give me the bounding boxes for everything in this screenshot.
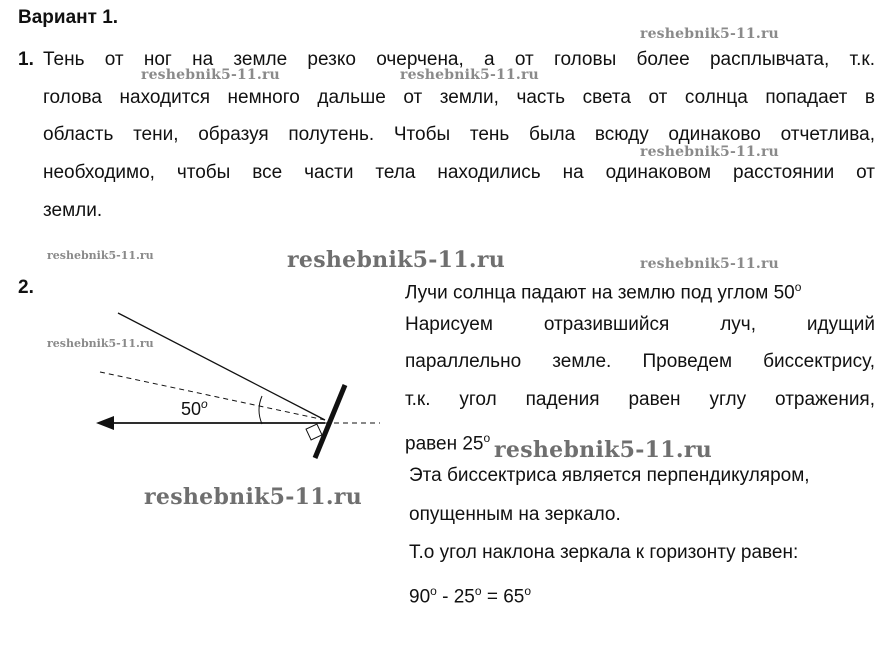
- problem-1-line-2: голова находится немного дальше от земли, часть света от солнца попадает в: [43, 87, 875, 108]
- angle-label: 50$^o$: [181, 397, 208, 419]
- watermark-1: reshebnik5-11.ru: [640, 26, 779, 42]
- watermark-5: reshebnik5-11.ru: [47, 249, 154, 262]
- watermark-3: reshebnik5-11.ru: [400, 67, 539, 83]
- incident-ray: [118, 313, 325, 420]
- problem-1-line-3: область тени, образуя полутень. Чтобы тень была всюду одинаково отчетлива,: [43, 124, 875, 145]
- right-angle-marker: [306, 424, 322, 440]
- problem-2-formula: $90^o - 25^o = 65^o$: [409, 584, 532, 608]
- angle-arc: [259, 396, 262, 424]
- problem-2-line-5: равен 25$^o$: [405, 431, 491, 455]
- watermark-9: reshebnik5-11.ru: [494, 437, 713, 463]
- problem-1-number: 1.: [18, 49, 34, 70]
- watermark-7: reshebnik5-11.ru: [640, 256, 779, 272]
- problem-1-line-5: земли.: [43, 200, 103, 221]
- problem-1-line-4: необходимо, чтобы все части тела находились на одинаковом расстоянии от: [43, 162, 875, 183]
- watermark-8: reshebnik5-11.ru: [47, 337, 154, 350]
- bisector-line: [100, 372, 325, 420]
- mirror: [315, 385, 345, 458]
- problem-2-line-4: т.к. угол падения равен углу отражения,: [405, 389, 875, 410]
- watermark-10: reshebnik5-11.ru: [144, 484, 363, 510]
- problem-1-line-1: Тень от ног на земле резко очерчена, а от головы более расплывчата, т.к.: [43, 49, 875, 70]
- problem-2-line-7: опущенным на зеркало.: [409, 504, 621, 525]
- problem-2-line-1: Лучи солнца падают на землю под углом 50$^o$: [405, 280, 802, 304]
- watermark-2: reshebnik5-11.ru: [141, 67, 280, 83]
- watermark-4: reshebnik5-11.ru: [640, 144, 779, 160]
- page-title: Вариант 1.: [18, 7, 119, 28]
- problem-2-line-6: Эта биссектриса является перпендикуляром,: [409, 465, 810, 486]
- watermark-6: reshebnik5-11.ru: [287, 247, 506, 273]
- problem-2-line-8: Т.о угол наклона зеркала к горизонту равен:: [409, 542, 799, 563]
- problem-2-number: 2.: [18, 277, 34, 298]
- problem-2-line-3: параллельно земле. Проведем биссектрису,: [405, 351, 875, 372]
- problem-2-line-2: Нарисуем отразившийся луч, идущий: [405, 314, 875, 335]
- arrow-head-icon: [96, 416, 114, 430]
